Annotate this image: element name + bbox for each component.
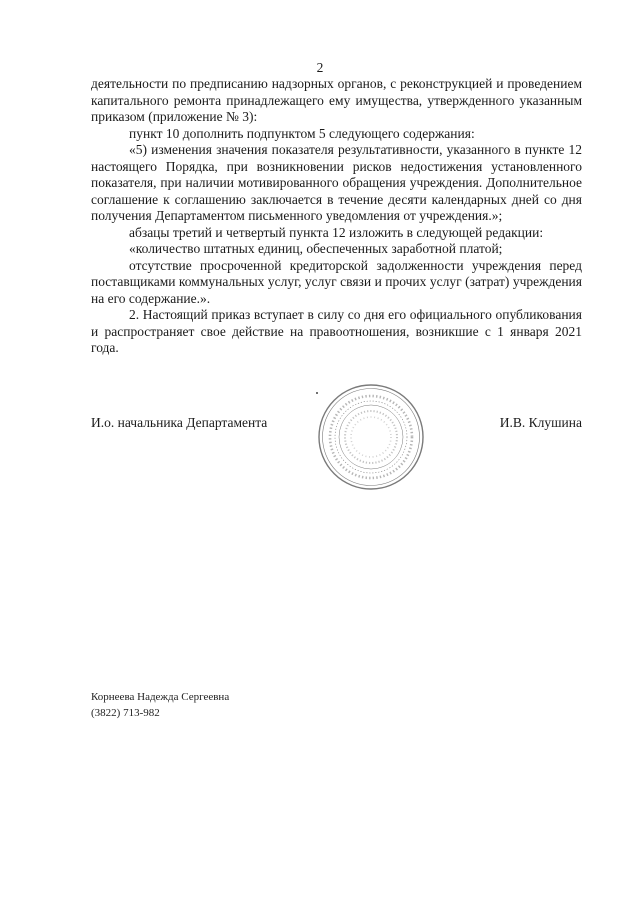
paragraph: 2. Настоящий приказ вступает в силу со дня его официального опубликования и распространяет свое действие на правоотношения, возникшие с 1 января 2021 года. — [91, 307, 582, 355]
paragraph: «количество штатных единиц, обеспеченных заработной платой; — [129, 241, 503, 256]
contact-block — [91, 689, 229, 721]
paragraph: «5) изменения значения показателя результативности, указанного в пункте 12 настоящего Порядка, при возникновении рисков недостижения установленного показателя, при наличии мотивированного обращения учреждения. Дополнительное соглашение к соглашению заключается в течение десяти календарных дней со дня получения Департаментом письменного уведомления от учреждения.»; — [91, 142, 582, 223]
paragraph: абзацы третий и четвертый пункта 12 изложить в следующей редакции: — [129, 224, 544, 240]
official-seal-stamp — [316, 382, 426, 492]
paragraph: отсутствие просроченной кредиторской задолженности учреждения перед поставщиками коммунальных услуг, услуг связи и прочих услуг (затрат) учреждения на его содержание.». — [91, 257, 582, 306]
paragraph-continuation: деятельности по предписанию надзорных органов, с реконструкцией и проведением капитального ремонта принадлежащего ему имущества, утвержденного указанным приказом (приложение № 3): — [91, 76, 582, 124]
signer-title: И.о. начальника Департамента — [91, 415, 268, 430]
signer-name: И.В. Клушина — [499, 415, 582, 430]
contact-phone: (3822) 713-982 — [91, 707, 160, 719]
page-number: 2 — [316, 60, 324, 75]
paragraph: пункт 10 дополнить подпунктом 5 следующего содержания: — [129, 125, 475, 141]
contact-name: Корнеева Надежда Сергеевна — [91, 691, 230, 703]
document-body — [91, 76, 582, 357]
